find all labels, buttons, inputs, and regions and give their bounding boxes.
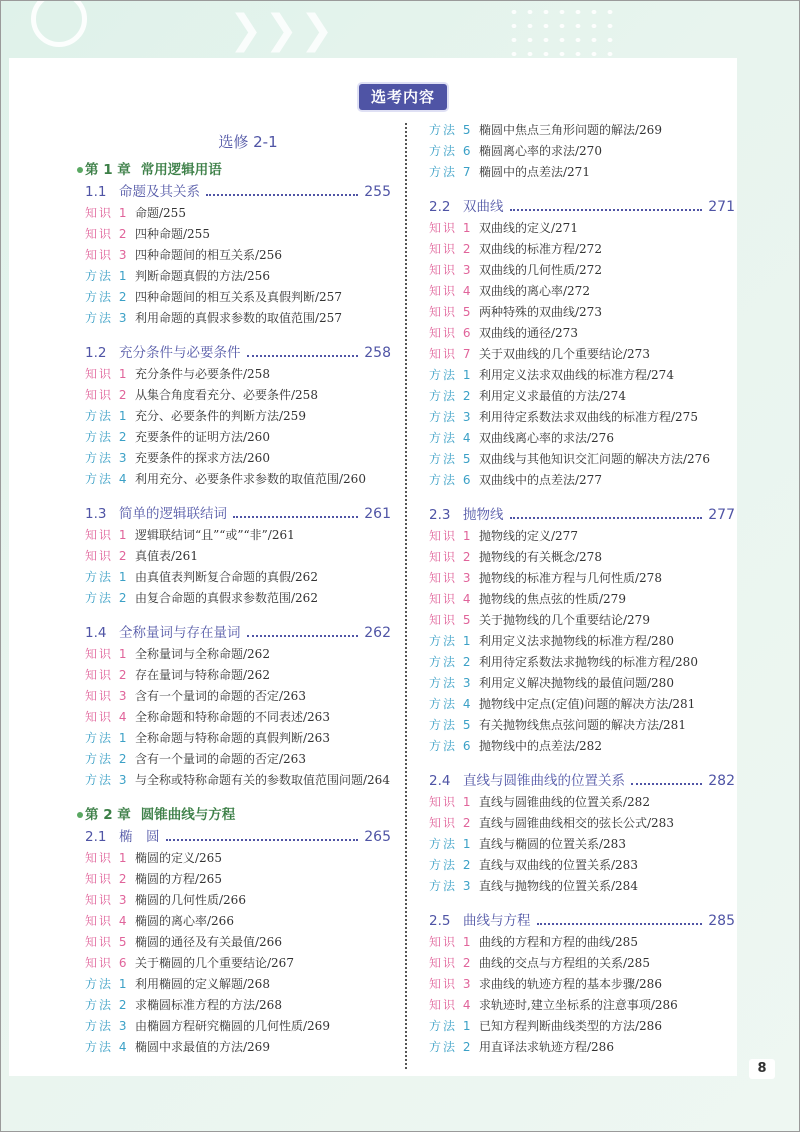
entry-tag: 方法 5	[429, 123, 473, 137]
entry-tag: 知识 2	[85, 388, 129, 402]
toc-entry[interactable]	[85, 932, 391, 953]
toc-entry[interactable]	[429, 855, 735, 876]
toc-entry[interactable]	[429, 953, 735, 974]
chapter-2[interactable]: 第 2 章 圆锥曲线与方程	[85, 804, 391, 826]
entry-text: 命题/255	[135, 206, 186, 220]
toc-entry[interactable]	[85, 1016, 391, 1037]
toc-entry[interactable]	[85, 588, 391, 609]
entry-tag: 方法 2	[429, 1040, 473, 1054]
entry-tag: 方法 6	[429, 739, 473, 753]
entry-tag: 方法 2	[429, 858, 473, 872]
column-divider	[405, 123, 407, 1069]
entry-text: 椭圆的离心率/266	[135, 914, 234, 928]
dot-leader	[166, 839, 359, 841]
entry-tag: 知识 1	[429, 935, 473, 949]
toc-entry[interactable]	[85, 890, 391, 911]
entry-text: 利用定义法求双曲线的标准方程/274	[479, 368, 674, 382]
entry-tag: 方法 1	[429, 634, 473, 648]
entry-text: 关于双曲线的几个重要结论/273	[479, 347, 650, 361]
entry-text: 四种命题间的相互关系及真假判断/257	[135, 290, 342, 304]
entry-tag: 知识 3	[429, 571, 473, 585]
entry-text: 利用充分、必要条件求参数的取值范围/260	[135, 472, 366, 486]
toc-entry[interactable]	[429, 932, 735, 953]
entry-text: 利用定义解决抛物线的最值问题/280	[479, 676, 674, 690]
entry-tag: 方法 1	[85, 570, 129, 584]
entry-tag: 知识 5	[85, 935, 129, 949]
toc-entry[interactable]	[429, 547, 735, 568]
entry-text: 双曲线与其他知识交汇问题的解决方法/276	[479, 452, 710, 466]
entry-text: 关于椭圆的几个重要结论/267	[135, 956, 294, 970]
entry-text: 从集合角度看充分、必要条件/258	[135, 388, 318, 402]
toc-entry[interactable]	[85, 911, 391, 932]
entry-tag: 知识 1	[85, 528, 129, 542]
entry-tag: 知识 4	[85, 914, 129, 928]
toc-entry[interactable]	[85, 385, 391, 406]
entry-text: 椭圆离心率的求法/270	[479, 144, 602, 158]
toc-entry[interactable]	[429, 1016, 735, 1037]
entry-tag: 方法 2	[85, 430, 129, 444]
entry-tag: 方法 1	[85, 269, 129, 283]
toc-entry[interactable]	[429, 589, 735, 610]
entry-text: 关于抛物线的几个重要结论/279	[479, 613, 650, 627]
dot-leader	[510, 517, 703, 519]
entry-tag: 方法 6	[429, 473, 473, 487]
entry-text: 双曲线的通径/273	[479, 326, 578, 340]
entry-text: 求曲线的轨迹方程的基本步骤/286	[479, 977, 662, 991]
right-column	[429, 120, 735, 1058]
entry-tag: 知识 1	[429, 795, 473, 809]
entry-text: 存在量词与特称命题/262	[135, 668, 270, 682]
entry-tag: 方法 3	[85, 451, 129, 465]
toc-entry[interactable]	[429, 526, 735, 547]
toc-entry[interactable]	[429, 365, 735, 386]
entry-text: 求轨迹时,建立坐标系的注意事项/286	[479, 998, 678, 1012]
entry-tag: 方法 3	[85, 773, 129, 787]
toc-entry[interactable]	[85, 707, 391, 728]
section-1-3[interactable]: 1.3 简单的逻辑联结词 261	[85, 506, 391, 522]
entry-tag: 方法 1	[429, 1019, 473, 1033]
toc-entry[interactable]	[429, 470, 735, 491]
entry-text: 已知方程判断曲线类型的方法/286	[479, 1019, 662, 1033]
entry-text: 椭圆的几何性质/266	[135, 893, 246, 907]
entry-text: 椭圆的定义/265	[135, 851, 222, 865]
entry-tag: 知识 3	[429, 977, 473, 991]
entry-tag: 知识 3	[429, 263, 473, 277]
entry-text: 利用定义法求抛物线的标准方程/280	[479, 634, 674, 648]
bullet-icon	[77, 812, 83, 818]
entry-tag: 方法 5	[429, 718, 473, 732]
toc-entry[interactable]	[85, 644, 391, 665]
entry-tag: 方法 3	[429, 410, 473, 424]
toc-entry[interactable]	[429, 974, 735, 995]
entry-tag: 知识 2	[85, 227, 129, 241]
toc-entry[interactable]	[429, 281, 735, 302]
entry-tag: 方法 5	[429, 452, 473, 466]
entry-tag: 知识 4	[429, 998, 473, 1012]
entry-tag: 知识 1	[85, 367, 129, 381]
toc-entry[interactable]	[429, 813, 735, 834]
entry-tag: 知识 3	[85, 893, 129, 907]
entry-tag: 知识 1	[429, 529, 473, 543]
entry-text: 抛物线中定点(定值)问题的解决方法/281	[479, 697, 696, 711]
entry-text: 椭圆中的点差法/271	[479, 165, 590, 179]
entry-tag: 方法 3	[429, 879, 473, 893]
chapter-1[interactable]: 第 1 章 常用逻辑用语	[85, 159, 391, 181]
entry-tag: 方法 1	[85, 409, 129, 423]
toc-entry[interactable]	[429, 631, 735, 652]
entry-text: 四种命题/255	[135, 227, 210, 241]
toc-entry[interactable]	[429, 386, 735, 407]
entry-text: 全称命题和特称命题的不同表述/263	[135, 710, 330, 724]
entry-text: 利用命题的真假求参数的取值范围/257	[135, 311, 342, 325]
entry-text: 双曲线离心率的求法/276	[479, 431, 614, 445]
volume-title: 选修 2-1	[218, 133, 278, 151]
section-2-2[interactable]: 2.2 双曲线 271	[429, 199, 735, 215]
dot-leader	[206, 194, 358, 196]
toc-entry[interactable]	[85, 469, 391, 490]
toc-entry[interactable]	[85, 287, 391, 308]
section-1-2[interactable]: 1.2 充分条件与必要条件 258	[85, 345, 391, 361]
entry-tag: 方法 1	[85, 731, 129, 745]
entry-tag: 方法 3	[85, 1019, 129, 1033]
entry-text: 用直译法求轨迹方程/286	[479, 1040, 614, 1054]
entry-text: 全称量词与全称命题/262	[135, 647, 270, 661]
toc-entry[interactable]	[85, 974, 391, 995]
entry-tag: 方法 1	[85, 977, 129, 991]
toc-entry[interactable]	[85, 567, 391, 588]
toc-entry[interactable]	[429, 876, 735, 897]
entry-text: 由椭圆方程研究椭圆的几何性质/269	[135, 1019, 330, 1033]
toc-entry[interactable]	[429, 792, 735, 813]
toc-entry[interactable]	[85, 665, 391, 686]
entry-text: 由真值表判断复合命题的真假/262	[135, 570, 318, 584]
entry-tag: 方法 4	[85, 1040, 129, 1054]
entry-tag: 知识 4	[429, 284, 473, 298]
entry-tag: 知识 6	[85, 956, 129, 970]
entry-tag: 知识 2	[429, 242, 473, 256]
section-1-1[interactable]: 1.1 命题及其关系 255	[85, 184, 391, 200]
toc-entry[interactable]	[85, 749, 391, 770]
entry-tag: 知识 2	[429, 816, 473, 830]
section-items	[429, 526, 735, 757]
dot-leader	[631, 783, 702, 785]
entry-tag: 知识 2	[85, 668, 129, 682]
toc-entry[interactable]	[85, 406, 391, 427]
decorative-circle	[31, 0, 87, 47]
entry-text: 双曲线的几何性质/272	[479, 263, 602, 277]
entry-tag: 方法 6	[429, 144, 473, 158]
toc-entry[interactable]	[85, 245, 391, 266]
entry-text: 椭圆中焦点三角形问题的解法/269	[479, 123, 662, 137]
entry-tag: 方法 3	[85, 311, 129, 325]
section-2-1[interactable]: 2.1 椭 圆 265	[85, 829, 391, 845]
toc-entry[interactable]	[85, 995, 391, 1016]
toc-entry[interactable]	[429, 610, 735, 631]
section-items	[429, 932, 735, 1058]
toc-entry[interactable]	[85, 364, 391, 385]
entry-tag: 知识 1	[85, 647, 129, 661]
entry-text: 抛物线的有关概念/278	[479, 550, 602, 564]
entry-text: 利用待定系数法求双曲线的标准方程/275	[479, 410, 698, 424]
section-2-3[interactable]: 2.3 抛物线 277	[429, 507, 735, 523]
toc-entry[interactable]	[429, 239, 735, 260]
toc-entry[interactable]	[429, 736, 735, 757]
toc-entry[interactable]	[429, 449, 735, 470]
entry-text: 椭圆中求最值的方法/269	[135, 1040, 270, 1054]
entry-text: 充要条件的探求方法/260	[135, 451, 270, 465]
entry-tag: 方法 7	[429, 165, 473, 179]
toc-entry[interactable]	[429, 673, 735, 694]
entry-text: 真值表/261	[135, 549, 198, 563]
toc-entry[interactable]	[85, 1037, 391, 1058]
entry-tag: 方法 2	[429, 655, 473, 669]
toc-entry[interactable]	[429, 260, 735, 281]
entry-tag: 方法 2	[85, 591, 129, 605]
bullet-icon	[77, 167, 83, 173]
toc-entry[interactable]	[85, 224, 391, 245]
entry-text: 含有一个量词的命题的否定/263	[135, 689, 306, 703]
entry-tag: 方法 4	[85, 472, 129, 486]
toc-entry[interactable]	[429, 568, 735, 589]
toc-entry[interactable]	[85, 686, 391, 707]
section-items	[429, 218, 735, 491]
section-items	[85, 644, 391, 791]
toc-entry[interactable]	[85, 869, 391, 890]
entry-text: 双曲线的定义/271	[479, 221, 578, 235]
entry-tag: 方法 4	[429, 697, 473, 711]
page-number: 8	[749, 1059, 775, 1079]
toc-entry[interactable]	[429, 141, 735, 162]
entry-text: 利用定义求最值的方法/274	[479, 389, 626, 403]
section-items	[85, 848, 391, 1058]
dot-leader	[247, 635, 359, 637]
entry-text: 有关抛物线焦点弦问题的解决方法/281	[479, 718, 686, 732]
toc-entry[interactable]	[429, 218, 735, 239]
entry-tag: 方法 2	[429, 389, 473, 403]
dot-leader	[247, 355, 359, 357]
entry-text: 抛物线中的点差法/282	[479, 739, 602, 753]
section-items	[85, 364, 391, 490]
entry-text: 抛物线的标准方程与几何性质/278	[479, 571, 662, 585]
entry-text: 双曲线的标准方程/272	[479, 242, 602, 256]
section-1-4[interactable]: 1.4 全称量词与存在量词 262	[85, 625, 391, 641]
entry-tag: 知识 6	[429, 326, 473, 340]
toc-entry[interactable]	[429, 694, 735, 715]
decorative-chevrons-icon: ❯❯❯	[229, 7, 336, 53]
entry-text: 直线与圆锥曲线相交的弦长公式/283	[479, 816, 674, 830]
entry-text: 求椭圆标准方程的方法/268	[135, 998, 282, 1012]
entry-tag: 知识 7	[429, 347, 473, 361]
entry-tag: 方法 2	[85, 752, 129, 766]
toc-entry[interactable]	[85, 266, 391, 287]
entry-tag: 知识 1	[85, 206, 129, 220]
dot-leader	[510, 209, 703, 211]
entry-text: 含有一个量词的命题的否定/263	[135, 752, 306, 766]
entry-text: 抛物线的焦点弦的性质/279	[479, 592, 626, 606]
entry-text: 充要条件的证明方法/260	[135, 430, 270, 444]
toc-entry[interactable]	[85, 546, 391, 567]
toc-entry[interactable]	[85, 448, 391, 469]
toc-entry[interactable]	[85, 728, 391, 749]
entry-tag: 方法 1	[429, 837, 473, 851]
entry-tag: 知识 2	[429, 550, 473, 564]
decorative-dots	[506, 5, 616, 57]
entry-tag: 知识 2	[429, 956, 473, 970]
toc-entry[interactable]	[429, 1037, 735, 1058]
toc-entry[interactable]	[429, 652, 735, 673]
toc-entry[interactable]	[429, 302, 735, 323]
entry-text: 四种命题间的相互关系/256	[135, 248, 282, 262]
entry-tag: 方法 1	[429, 368, 473, 382]
toc-entry[interactable]	[429, 715, 735, 736]
toc-entry[interactable]	[429, 995, 735, 1016]
entry-text: 充分条件与必要条件/258	[135, 367, 270, 381]
entry-text: 直线与圆锥曲线的位置关系/282	[479, 795, 650, 809]
left-column	[85, 131, 391, 1058]
entry-tag: 知识 4	[85, 710, 129, 724]
section-items	[429, 120, 735, 183]
toc-entry[interactable]	[429, 834, 735, 855]
entry-text: 直线与双曲线的位置关系/283	[479, 858, 638, 872]
entry-tag: 方法 3	[429, 676, 473, 690]
entry-text: 利用椭圆的定义解题/268	[135, 977, 270, 991]
toc-entry[interactable]	[85, 770, 391, 791]
entry-tag: 方法 2	[85, 998, 129, 1012]
entry-text: 抛物线的定义/277	[479, 529, 578, 543]
section-heading: 选考内容	[359, 84, 447, 110]
toc-entry[interactable]	[429, 120, 735, 141]
entry-text: 椭圆的方程/265	[135, 872, 222, 886]
toc-entry[interactable]	[85, 308, 391, 329]
entry-tag: 知识 1	[429, 221, 473, 235]
entry-text: 由复合命题的真假求参数范围/262	[135, 591, 318, 605]
entry-tag: 知识 5	[429, 613, 473, 627]
section-items	[85, 525, 391, 609]
entry-tag: 知识 1	[85, 851, 129, 865]
section-2-5[interactable]: 2.5 曲线与方程 285	[429, 913, 735, 929]
section-2-4[interactable]: 2.4 直线与圆锥曲线的位置关系 282	[429, 773, 735, 789]
toc-entry[interactable]	[85, 203, 391, 224]
toc-entry[interactable]	[429, 344, 735, 365]
entry-text: 两种特殊的双曲线/273	[479, 305, 602, 319]
entry-text: 双曲线中的点差法/277	[479, 473, 602, 487]
toc-entry[interactable]	[429, 407, 735, 428]
entry-text: 判断命题真假的方法/256	[135, 269, 270, 283]
entry-text: 逻辑联结词“且”“或”“非”/261	[135, 528, 295, 542]
entry-text: 直线与椭圆的位置关系/283	[479, 837, 626, 851]
dot-leader	[537, 923, 703, 925]
entry-text: 全称命题与特称命题的真假判断/263	[135, 731, 330, 745]
toc-entry[interactable]	[429, 428, 735, 449]
toc-entry[interactable]	[429, 323, 735, 344]
toc-entry[interactable]	[429, 162, 735, 183]
section-items	[85, 203, 391, 329]
toc-entry[interactable]	[85, 427, 391, 448]
toc-entry[interactable]	[85, 953, 391, 974]
entry-tag: 知识 2	[85, 872, 129, 886]
entry-tag: 知识 3	[85, 248, 129, 262]
dot-leader	[233, 516, 358, 518]
entry-text: 充分、必要条件的判断方法/259	[135, 409, 306, 423]
entry-tag: 知识 2	[85, 549, 129, 563]
entry-tag: 知识 5	[429, 305, 473, 319]
entry-text: 曲线的交点与方程组的关系/285	[479, 956, 650, 970]
section-items	[429, 792, 735, 897]
entry-tag: 方法 4	[429, 431, 473, 445]
entry-tag: 知识 3	[85, 689, 129, 703]
entry-text: 曲线的方程和方程的曲线/285	[479, 935, 638, 949]
entry-tag: 方法 2	[85, 290, 129, 304]
toc-entry[interactable]	[85, 848, 391, 869]
entry-text: 利用待定系数法求抛物线的标准方程/280	[479, 655, 698, 669]
entry-text: 直线与抛物线的位置关系/284	[479, 879, 638, 893]
entry-tag: 知识 4	[429, 592, 473, 606]
entry-text: 与全称或特称命题有关的参数取值范围问题/264	[135, 773, 390, 787]
entry-text: 双曲线的离心率/272	[479, 284, 590, 298]
entry-text: 椭圆的通径及有关最值/266	[135, 935, 282, 949]
toc-entry[interactable]	[85, 525, 391, 546]
